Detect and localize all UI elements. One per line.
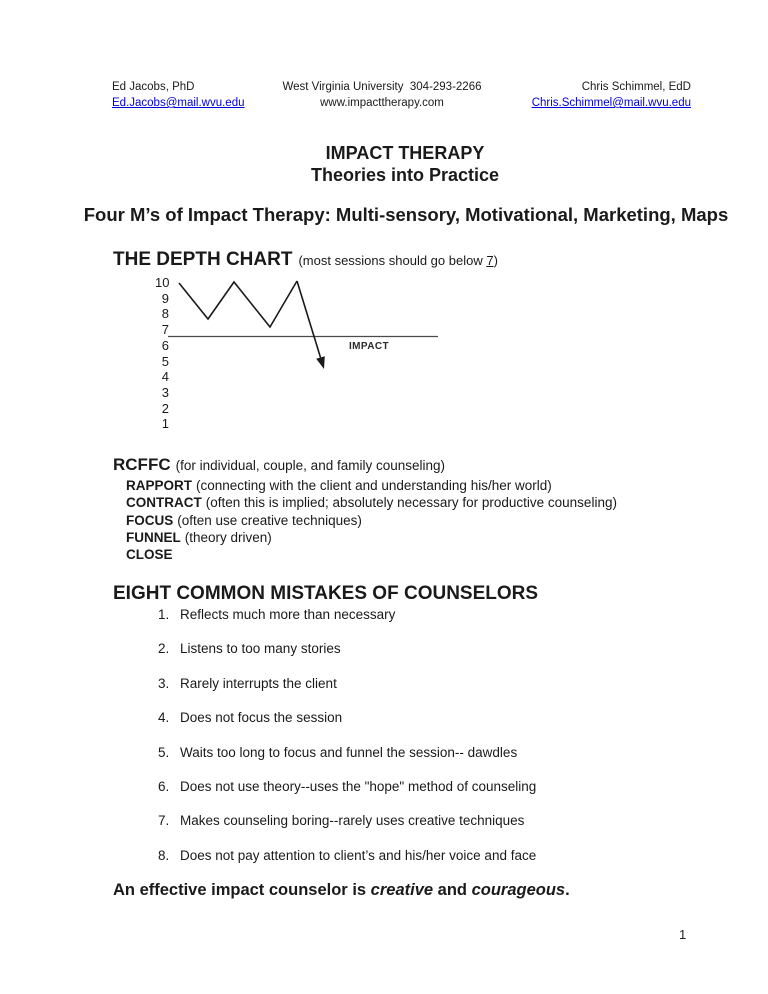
list-text: Does not pay attention to client’s and his/her voice and face [180,847,537,863]
scale-number: 1 [161,416,169,432]
list-number: 4. [158,710,170,726]
rcffc-item [126,477,617,494]
scale-number: 5 [161,353,169,369]
list-text: Does not focus the session [180,710,343,726]
scale-number: 3 [161,384,169,400]
scale-number: 10 [155,275,170,290]
rcffc-title: RCFFC [113,455,171,474]
rcffc-note: (for individual, couple, and family counseling) [175,458,446,473]
list-item [158,640,536,657]
list-number: 5. [158,744,170,760]
list-item [158,812,536,829]
list-number: 3. [158,675,170,691]
list-text: Rarely interrupts the client [180,675,337,691]
scale-number: 2 [161,400,169,416]
session-depth-line [179,281,297,327]
closing-word-creative: creative [370,881,434,899]
list-item [158,675,536,692]
website-text: www.impacttherapy.com [320,97,444,109]
impact-label: IMPACT [349,341,389,352]
closing-middle: and [433,881,472,899]
list-item [158,606,536,623]
list-number: 8. [158,847,170,863]
list-text: Listens to too many stories [180,641,341,657]
rcffc-item [126,529,617,546]
list-number: 7. [158,813,170,829]
list-item [158,778,536,795]
closing-prefix: An effective impact counselor is [113,881,371,899]
contact-right-email-link[interactable]: Chris.Schimmel@mail.wvu.edu [531,97,691,109]
page-number: 1 [679,927,687,942]
closing-statement [113,881,570,900]
rcffc-term: CONTRACT [126,495,202,511]
list-item [158,744,536,761]
university-phone-text: West Virginia University 304-293-2266 [282,81,482,93]
list-number: 1. [158,607,170,622]
list-number: 2. [158,641,170,657]
rcffc-term: FOCUS [126,512,174,528]
rcffc-desc: (often this is implied; absolutely necessary for productive counseling) [205,495,617,511]
four-ms-heading: Four M’s of Impact Therapy: Multi-sensory, Motivational, Marketing, Maps [83,204,729,225]
impact-arrow-shaft [297,281,321,358]
scale-number: 4 [161,369,169,385]
mistakes-heading: EIGHT COMMON MISTAKES OF COUNSELORS [113,583,539,604]
contact-center [230,79,534,111]
title-line-1: IMPACT THERAPY [325,143,485,163]
rcffc-desc: (theory driven) [184,529,272,545]
rcffc-term: CLOSE [126,547,173,563]
contact-right-name: Chris Schimmel, EdD [581,81,691,93]
scale-number: 6 [161,337,169,353]
closing-period: . [565,881,570,899]
depth-chart-heading [113,249,498,271]
document-title [80,142,730,186]
list-item [158,847,536,864]
contact-left-email-link[interactable]: Ed.Jacobs@mail.wvu.edu [112,97,245,109]
note-underlined-seven: 7 [486,253,494,268]
contact-left [112,79,245,111]
rcffc-section [113,455,617,563]
depth-chart-figure [155,272,625,437]
contact-right [532,79,691,111]
rcffc-heading [113,455,617,477]
rcffc-term: FUNNEL [126,529,181,545]
depth-chart [155,272,625,437]
rcffc-term: RAPPORT [126,478,193,493]
scale-number: 7 [161,322,169,338]
rcffc-desc: (connecting with the client and understanding his/her world) [196,478,552,493]
scale-number: 9 [161,290,169,306]
note-prefix: (most sessions should go below [298,253,487,268]
contact-left-name: Ed Jacobs, PhD [112,81,195,93]
rcffc-item [126,494,617,511]
depth-chart-title: THE DEPTH CHART [113,249,293,270]
rcffc-item [126,546,617,563]
rcffc-desc: (often use creative techniques) [177,512,362,528]
list-text: Reflects much more than necessary [180,607,396,622]
rcffc-items [126,477,617,563]
list-text: Waits too long to focus and funnel the session-- dawdles [180,744,518,760]
mistakes-list [158,606,536,881]
impact-arrow-head [316,356,325,369]
list-text: Makes counseling boring--rarely uses creative techniques [180,813,525,829]
list-number: 6. [158,778,170,794]
depth-chart-note [298,253,497,268]
closing-word-courageous: courageous [471,881,566,899]
note-suffix: ) [493,253,498,268]
scale-number: 8 [161,306,169,322]
title-line-2: Theories into Practice [310,165,500,185]
list-item [158,709,536,726]
rcffc-item [126,512,617,529]
list-text: Does not use theory--uses the "hope" method of counseling [180,778,537,794]
